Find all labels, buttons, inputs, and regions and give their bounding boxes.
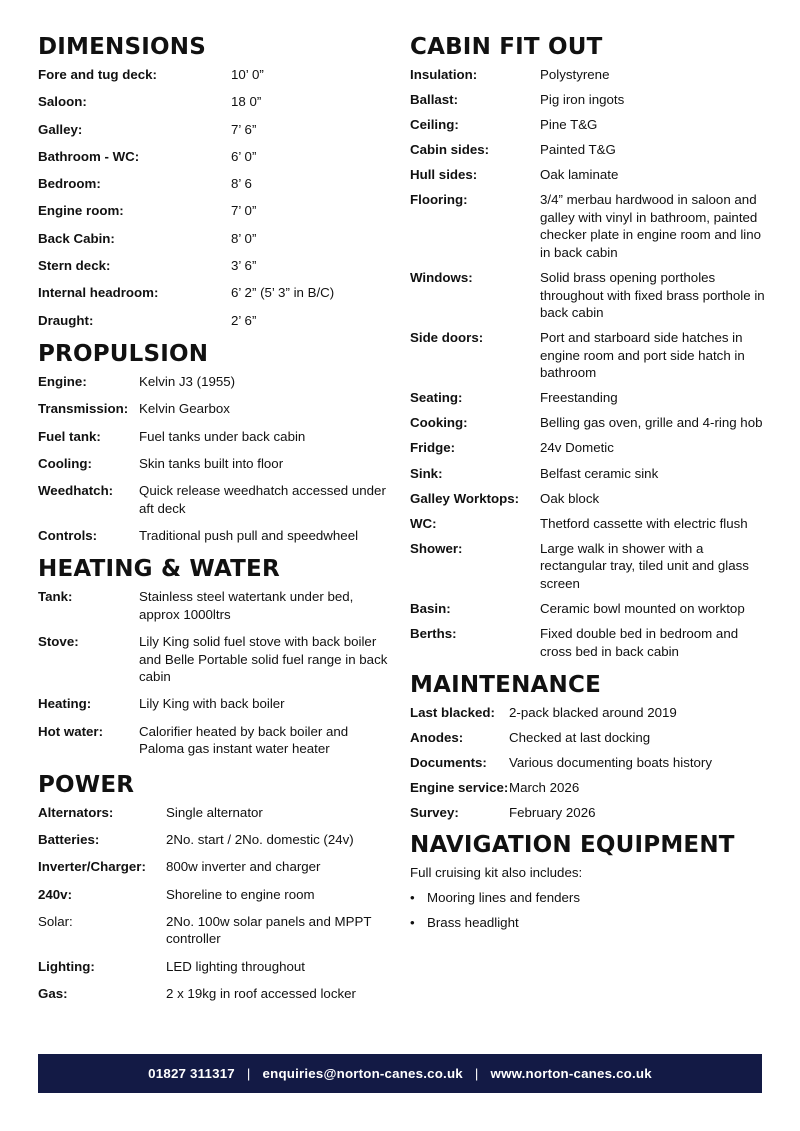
spec-value: 3/4” merbau hardwood in saloon and galley with vinyl in bathroom, painted checker plate in engine room and lino in back cabin bbox=[540, 192, 762, 260]
navigation-heading: NAVIGATION EQUIPMENT bbox=[410, 831, 735, 858]
spec-row bbox=[410, 729, 765, 747]
spec-label: Cabin sides: bbox=[410, 142, 490, 158]
navigation-list bbox=[410, 889, 765, 932]
list-item bbox=[410, 914, 765, 932]
spec-row bbox=[410, 704, 765, 722]
bullet-icon: • bbox=[410, 890, 415, 906]
spec-row bbox=[38, 284, 390, 302]
spec-label: Ballast: bbox=[410, 92, 459, 108]
spec-label: Ceiling: bbox=[410, 117, 459, 133]
spec-label: Seating: bbox=[410, 390, 463, 406]
spec-label: Survey: bbox=[410, 805, 459, 821]
power-list bbox=[38, 804, 390, 1003]
spec-label: Transmission: bbox=[38, 401, 129, 417]
spec-row bbox=[38, 527, 390, 545]
spec-label: Shower: bbox=[410, 540, 463, 556]
spec-label: Fridge: bbox=[410, 440, 456, 456]
spec-value: Painted T&G bbox=[540, 142, 616, 158]
spec-row bbox=[38, 588, 390, 623]
spec-value: Shoreline to engine room bbox=[166, 886, 315, 902]
spec-value: Oak laminate bbox=[540, 167, 619, 183]
spec-value: Lily King with back boiler bbox=[139, 696, 285, 712]
spec-value: 2No. 100w solar panels and MPPT controller bbox=[166, 913, 372, 947]
spec-value: Pine T&G bbox=[540, 117, 598, 133]
spec-value: 10’ 0” bbox=[231, 67, 264, 82]
spec-row bbox=[410, 191, 765, 261]
spec-label: Flooring: bbox=[410, 192, 468, 208]
spec-label: Insulation: bbox=[410, 67, 478, 82]
spec-label: Galley: bbox=[38, 121, 83, 137]
spec-row bbox=[38, 148, 390, 166]
left-column bbox=[38, 32, 390, 1012]
spec-label: Lighting: bbox=[38, 958, 95, 974]
spec-value: Calorifier heated by back boiler and Paloma gas instant water heater bbox=[139, 723, 349, 757]
spec-row bbox=[38, 400, 390, 418]
spec-row bbox=[410, 600, 765, 618]
spec-value: 7’ 6” bbox=[231, 121, 257, 137]
list-item bbox=[410, 889, 765, 907]
heating-water-section bbox=[38, 554, 390, 757]
spec-row bbox=[410, 414, 765, 432]
spec-row bbox=[38, 804, 390, 822]
heating-water-list bbox=[38, 588, 390, 757]
spec-value: 3’ 6” bbox=[231, 258, 257, 274]
spec-value: February 2026 bbox=[509, 805, 596, 821]
spec-value: Kelvin Gearbox bbox=[139, 401, 230, 417]
spec-row bbox=[410, 804, 765, 822]
navigation-section bbox=[410, 830, 765, 932]
spec-label: Fore and tug deck: bbox=[38, 67, 157, 82]
spec-value: Stainless steel watertank under bed, approx 1000ltrs bbox=[139, 589, 354, 622]
spec-label: Cooling: bbox=[38, 455, 92, 471]
spec-label: Anodes: bbox=[410, 730, 464, 746]
spec-label: Tank: bbox=[38, 589, 73, 605]
spec-label: Draught: bbox=[38, 312, 94, 328]
spec-value: Port and starboard side hatches in engine room and port side hatch in bathroom bbox=[540, 330, 745, 381]
spec-row bbox=[38, 958, 390, 976]
cabin-fit-out-heading: CABIN FIT OUT bbox=[410, 34, 603, 60]
spec-row bbox=[410, 269, 765, 322]
spec-row bbox=[38, 886, 390, 904]
cabin-fit-out-section bbox=[410, 32, 765, 660]
spec-row bbox=[410, 754, 765, 772]
spec-value: 18 0” bbox=[231, 94, 262, 110]
spec-label: Last blacked: bbox=[410, 705, 495, 720]
spec-row bbox=[410, 329, 765, 382]
spec-label: 240v: bbox=[38, 886, 73, 902]
spec-label: Basin: bbox=[410, 600, 451, 616]
footer-separator: | bbox=[246, 1066, 251, 1081]
propulsion-list bbox=[38, 373, 390, 544]
spec-value: March 2026 bbox=[509, 780, 580, 796]
list-item-text: Brass headlight bbox=[427, 915, 519, 931]
spec-row bbox=[38, 428, 390, 446]
list-item-text: Mooring lines and fenders bbox=[427, 890, 581, 906]
spec-label: Internal headroom: bbox=[38, 285, 159, 301]
spec-label: Documents: bbox=[410, 755, 487, 771]
spec-value: Belling gas oven, grille and 4-ring hob bbox=[540, 415, 763, 431]
spec-value: Kelvin J3 (1955) bbox=[139, 373, 236, 389]
spec-label: Fuel tank: bbox=[38, 428, 101, 444]
spec-label: Controls: bbox=[38, 527, 98, 543]
spec-label: WC: bbox=[410, 515, 437, 531]
spec-row bbox=[38, 93, 390, 111]
propulsion-heading: PROPULSION bbox=[38, 340, 209, 367]
spec-value: 2-pack blacked around 2019 bbox=[509, 705, 677, 720]
spec-value: 800w inverter and charger bbox=[166, 859, 321, 875]
spec-value: Skin tanks built into floor bbox=[139, 455, 284, 471]
spec-value: Oak block bbox=[540, 490, 600, 506]
spec-row bbox=[38, 175, 390, 193]
spec-row bbox=[410, 779, 765, 797]
spec-row bbox=[410, 439, 765, 457]
spec-row bbox=[38, 230, 390, 248]
spec-label: Windows: bbox=[410, 270, 473, 286]
right-column bbox=[410, 32, 765, 940]
spec-row bbox=[410, 515, 765, 533]
spec-value: 8’ 0” bbox=[231, 230, 257, 246]
spec-row bbox=[410, 66, 765, 84]
spec-label: Inverter/Charger: bbox=[38, 859, 146, 875]
spec-value: Fixed double bed in bedroom and cross bed in back cabin bbox=[540, 626, 739, 659]
phone-number[interactable]: 01827 311317 bbox=[148, 1066, 235, 1081]
spec-label: Weedhatch: bbox=[38, 483, 114, 499]
maintenance-list bbox=[410, 704, 765, 822]
spec-label: Bathroom - WC: bbox=[38, 148, 140, 164]
spec-value: Pig iron ingots bbox=[540, 92, 625, 108]
spec-value: 2’ 6” bbox=[231, 312, 257, 328]
spec-label: Back Cabin: bbox=[38, 230, 115, 246]
dimensions-list bbox=[38, 66, 390, 329]
spec-value: Various documenting boats history bbox=[509, 755, 713, 771]
spec-row bbox=[38, 66, 390, 84]
spec-value: Lily King solid fuel stove with back boiler and Belle Portable solid fuel range in back cabin bbox=[139, 634, 388, 685]
spec-label: Heating: bbox=[38, 696, 92, 712]
spec-value: Single alternator bbox=[166, 804, 263, 820]
spec-row bbox=[38, 312, 390, 330]
spec-value: Checked at last docking bbox=[509, 730, 651, 746]
spec-value: Traditional push pull and speedwheel bbox=[139, 527, 359, 543]
spec-value: LED lighting throughout bbox=[166, 958, 305, 974]
footer-separator: | bbox=[474, 1066, 479, 1081]
spec-value: Ceramic bowl mounted on worktop bbox=[540, 600, 745, 616]
propulsion-section bbox=[38, 339, 390, 544]
spec-label: Stern deck: bbox=[38, 258, 111, 274]
spec-row bbox=[38, 373, 390, 391]
spec-label: Cooking: bbox=[410, 415, 468, 431]
spec-value: Quick release weedhatch accessed under aft deck bbox=[139, 483, 386, 516]
spec-label: Galley Worktops: bbox=[410, 490, 520, 506]
spec-value: 6’ 0” bbox=[231, 148, 257, 164]
cabin-fit-out-list bbox=[410, 66, 765, 660]
spec-label: Alternators: bbox=[38, 804, 114, 820]
spec-row bbox=[38, 257, 390, 275]
spec-value: 8’ 6 bbox=[231, 176, 252, 192]
spec-value: Belfast ceramic sink bbox=[540, 465, 659, 481]
maintenance-section bbox=[410, 670, 765, 822]
spec-row bbox=[38, 121, 390, 139]
spec-value: 7’ 0” bbox=[231, 203, 257, 219]
spec-value: Freestanding bbox=[540, 390, 618, 406]
spec-value: Thetford cassette with electric flush bbox=[540, 515, 748, 531]
spec-label: Berths: bbox=[410, 626, 457, 641]
spec-row bbox=[410, 91, 765, 109]
spec-value: 6’ 2” (5’ 3” in B/C) bbox=[231, 285, 335, 301]
spec-value: Fuel tanks under back cabin bbox=[139, 428, 306, 444]
spec-label: Hull sides: bbox=[410, 167, 478, 183]
dimensions-section bbox=[38, 32, 390, 329]
contact-footer bbox=[38, 1054, 762, 1093]
spec-label: Gas: bbox=[38, 985, 68, 1001]
email-link[interactable]: enquiries@norton-canes.co.uk bbox=[262, 1066, 463, 1081]
spec-row bbox=[38, 633, 390, 686]
spec-label: Sink: bbox=[410, 465, 443, 481]
spec-row bbox=[410, 540, 765, 593]
spec-label: Stove: bbox=[38, 634, 79, 650]
spec-row bbox=[410, 625, 765, 660]
spec-value: 2 x 19kg in roof accessed locker bbox=[166, 985, 356, 1001]
spec-row bbox=[38, 858, 390, 876]
spec-row bbox=[410, 490, 765, 508]
spec-row bbox=[38, 455, 390, 473]
spec-label: Engine: bbox=[38, 373, 87, 389]
spec-row bbox=[38, 985, 390, 1003]
spec-label: Engine service: bbox=[410, 780, 509, 796]
spec-row bbox=[38, 482, 390, 517]
dimensions-heading: DIMENSIONS bbox=[38, 34, 206, 60]
spec-label: Solar: bbox=[38, 913, 73, 929]
spec-label: Batteries: bbox=[38, 831, 100, 847]
power-section bbox=[38, 770, 390, 1003]
spec-value: Large walk in shower with a rectangular tray, tiled unit and glass screen bbox=[540, 540, 749, 591]
spec-row bbox=[38, 695, 390, 713]
spec-row bbox=[410, 465, 765, 483]
spec-row bbox=[410, 141, 765, 159]
spec-label: Side doors: bbox=[410, 330, 484, 346]
spec-row bbox=[38, 831, 390, 849]
spec-row bbox=[410, 166, 765, 184]
website-link[interactable]: www.norton-canes.co.uk bbox=[490, 1066, 652, 1081]
spec-label: Hot water: bbox=[38, 723, 104, 739]
maintenance-heading: MAINTENANCE bbox=[410, 672, 601, 698]
spec-value: 24v Dometic bbox=[540, 440, 614, 456]
spec-label: Saloon: bbox=[38, 94, 87, 110]
navigation-intro: Full cruising kit also includes: bbox=[410, 864, 583, 880]
power-heading: POWER bbox=[38, 771, 135, 798]
spec-value: 2No. start / 2No. domestic (24v) bbox=[166, 831, 354, 847]
spec-value: Solid brass opening portholes throughout with fixed brass porthole in back cabin bbox=[540, 270, 765, 321]
spec-value: Polystyrene bbox=[540, 67, 610, 82]
spec-label: Bedroom: bbox=[38, 176, 101, 192]
spec-row bbox=[410, 116, 765, 134]
spec-label: Engine room: bbox=[38, 203, 124, 219]
bullet-icon: • bbox=[410, 915, 415, 931]
spec-row bbox=[410, 389, 765, 407]
heating-water-heading: HEATING & WATER bbox=[38, 556, 280, 583]
spec-row bbox=[38, 913, 390, 948]
spec-row bbox=[38, 202, 390, 220]
spec-row bbox=[38, 723, 390, 758]
